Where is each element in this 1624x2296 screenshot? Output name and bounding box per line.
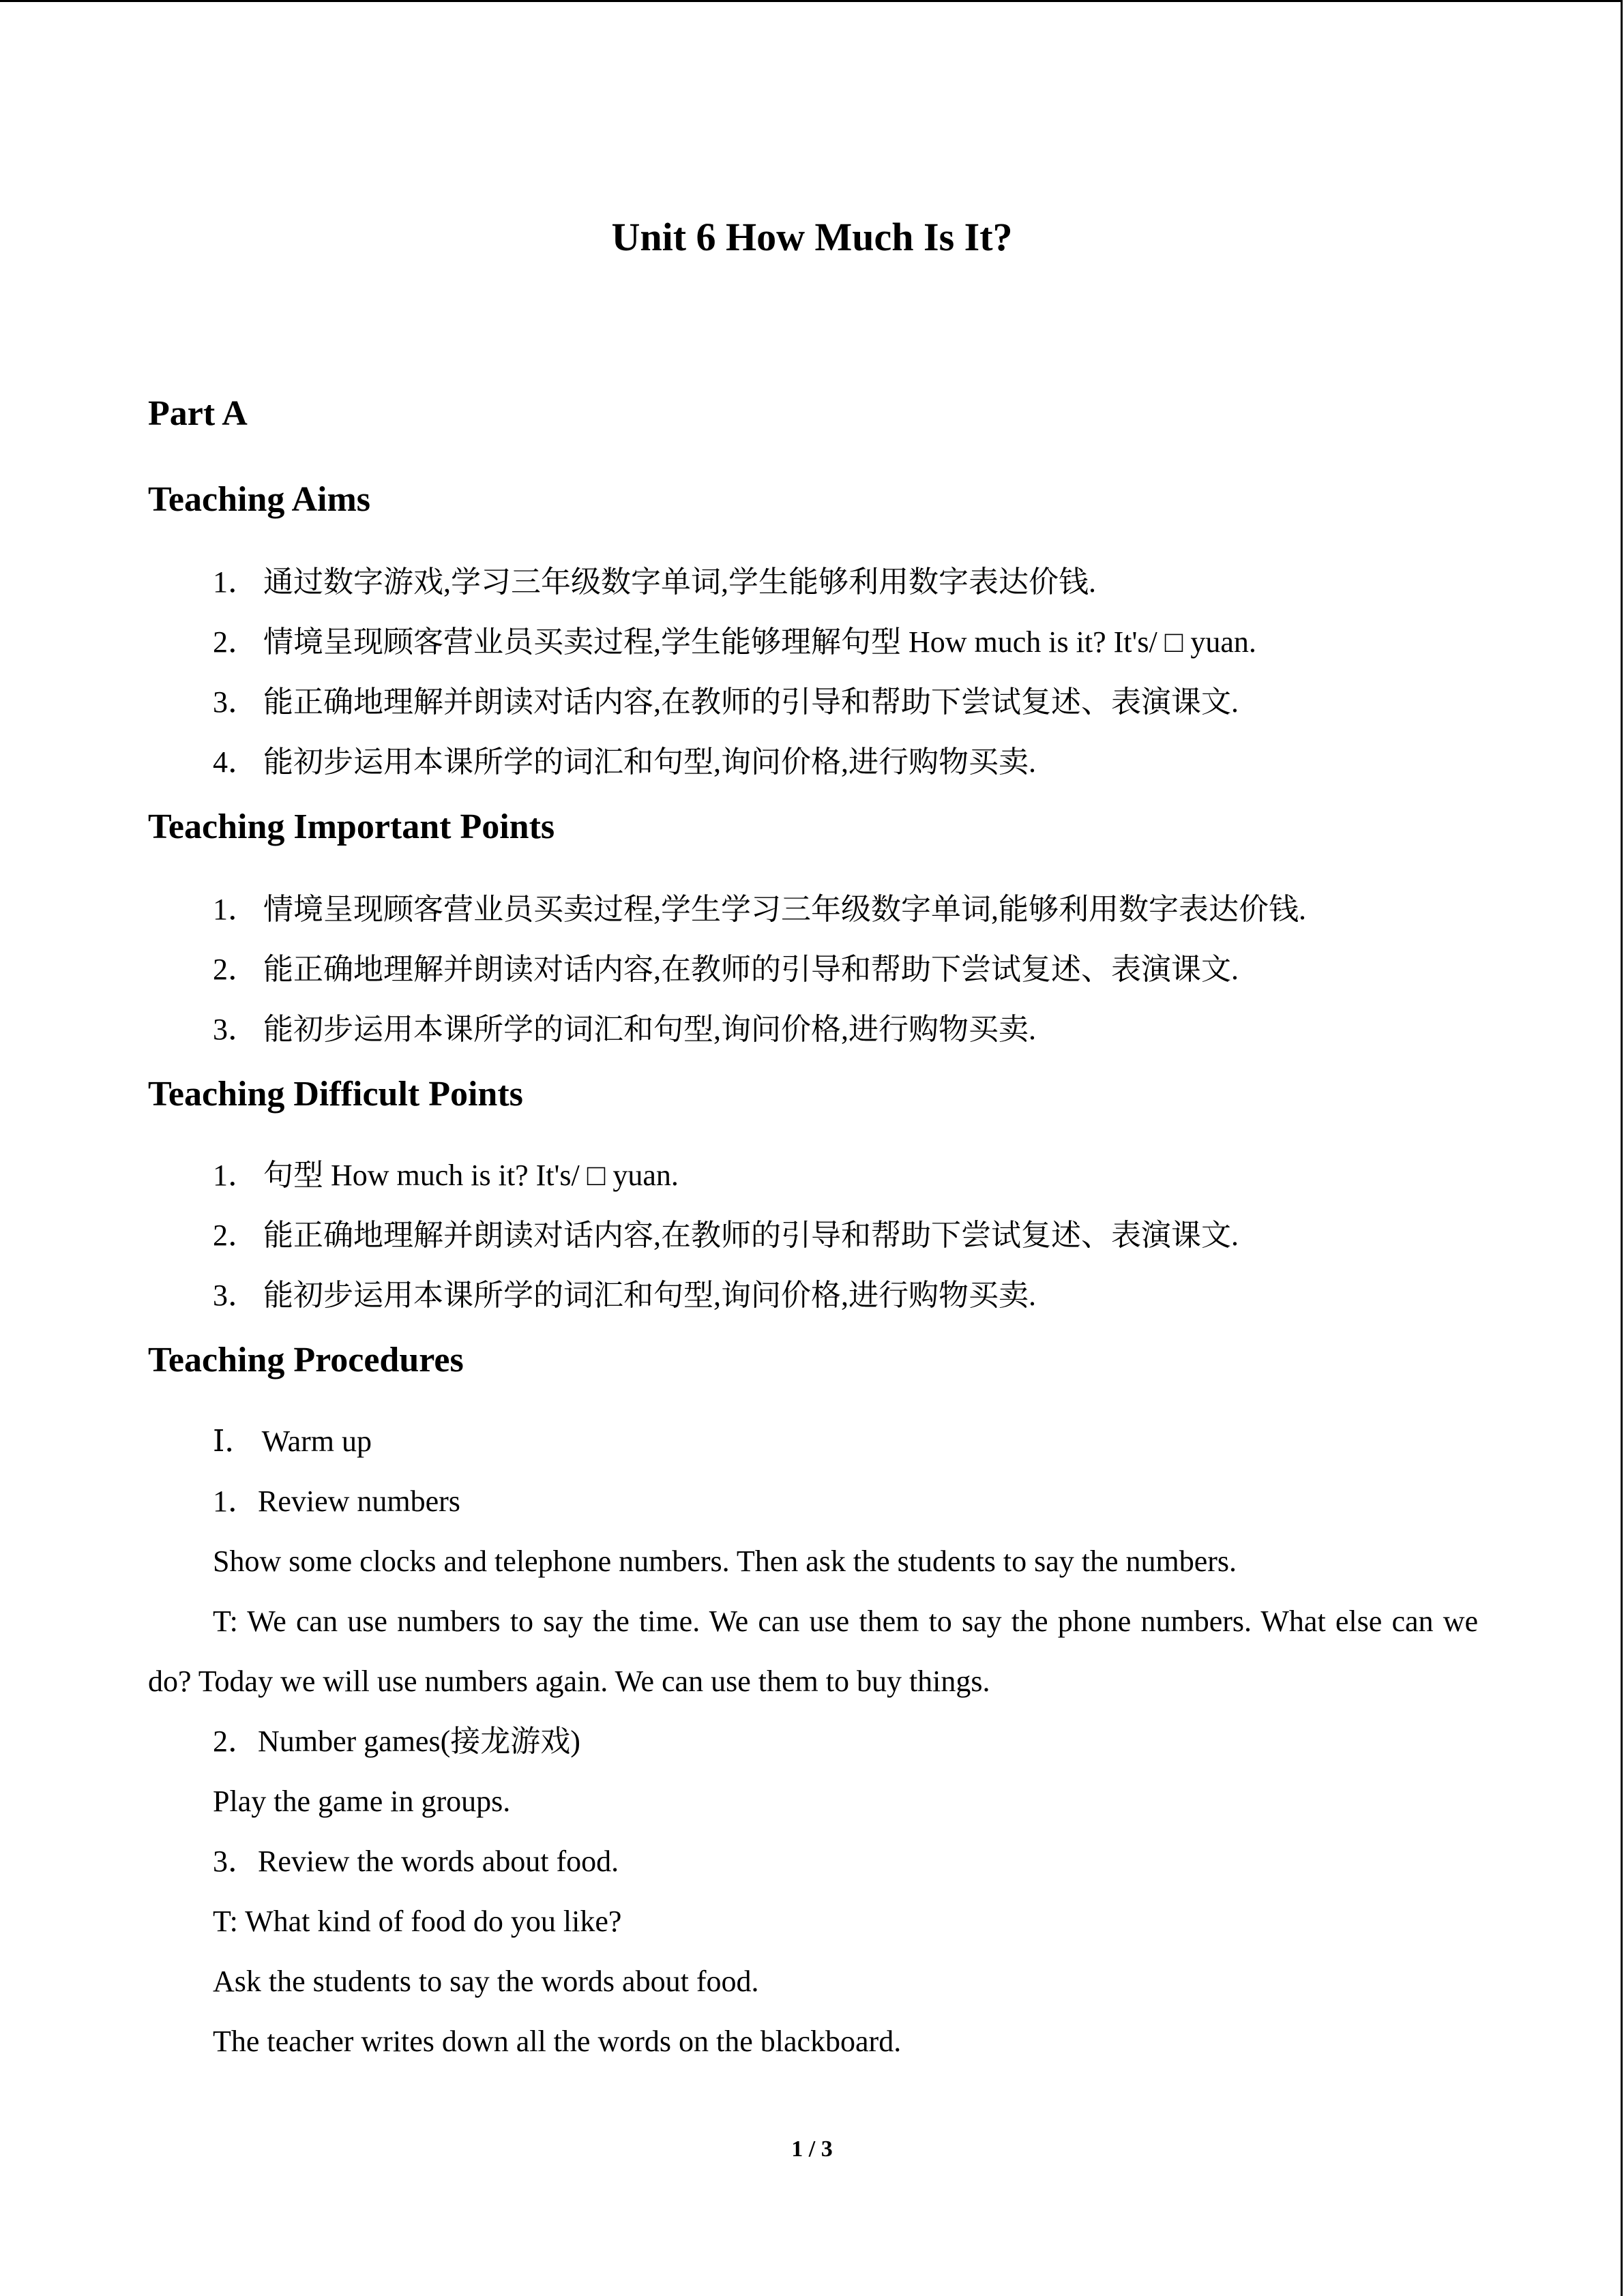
difficult-points-item	[213, 1215, 1239, 1256]
difficult-points-item	[213, 1275, 1036, 1316]
stage-warm-up: Ⅰ． Warm up	[213, 1425, 372, 1458]
important-points-item	[213, 1009, 1036, 1050]
item-text: 句型 How much is it? It's/ □ yuan.	[263, 1159, 679, 1192]
teaching-aims-item	[213, 622, 1256, 663]
item-text: 能正确地理解并朗读对话内容,在教师的引导和帮助下尝试复述、表演课文.	[263, 1219, 1239, 1252]
teaching-aims-item	[213, 562, 1096, 603]
item-text: 能正确地理解并朗读对话内容,在教师的引导和帮助下尝试复述、表演课文.	[263, 685, 1239, 719]
step-number-games: 2．Number games(接龙游戏)	[213, 1725, 580, 1758]
item-text: 能初步运用本课所学的词汇和句型,询问价格,进行购物买卖.	[263, 1279, 1036, 1312]
important-points-item	[213, 949, 1239, 990]
teaching-aims-heading: Teaching Aims	[148, 480, 371, 519]
part-heading: Part A	[148, 394, 248, 433]
item-number: 2．	[213, 1219, 258, 1252]
step-text: Play the game in groups.	[213, 1785, 511, 1818]
item-number: 4．	[213, 745, 258, 779]
page-number: 1 / 3	[791, 2136, 833, 2162]
teacher-dialogue: T: We can use numbers to say the time. We can use them to say the phone numbers. What else can we do? Today we will use numbers again. We can use them to buy things.	[148, 1605, 1478, 1698]
item-number: 1．	[213, 565, 258, 599]
teaching-important-points-heading: Teaching Important Points	[148, 807, 555, 846]
step-text: The teacher writes down all the words on the blackboard.	[213, 2025, 902, 2058]
difficult-points-item	[213, 1155, 679, 1196]
step-review-food-words: 3．Review the words about food.	[213, 1845, 619, 1878]
item-number: 3．	[213, 1013, 258, 1046]
item-number: 2．	[213, 953, 258, 986]
teaching-procedures-heading: Teaching Procedures	[148, 1341, 464, 1380]
item-text: 能初步运用本课所学的词汇和句型,询问价格,进行购物买卖.	[263, 1013, 1036, 1046]
item-text: 情境呈现顾客营业员买卖过程,学生能够理解句型 How much is it? It's/ □ yuan.	[263, 625, 1256, 659]
step-text: Show some clocks and telephone numbers. Then ask the students to say the numbers.	[213, 1545, 1237, 1578]
item-number: 2．	[213, 625, 258, 659]
teacher-dialogue: T: What kind of food do you like?	[213, 1905, 622, 1938]
item-number: 3．	[213, 685, 258, 719]
item-text: 通过数字游戏,学习三年级数字单词,学生能够利用数字表达价钱.	[263, 565, 1096, 599]
important-points-item	[213, 889, 1306, 930]
item-text: 情境呈现顾客营业员买卖过程,学生学习三年级数字单词,能够利用数字表达价钱.	[263, 893, 1306, 926]
item-number: 3．	[213, 1279, 258, 1312]
item-number: 1．	[213, 893, 258, 926]
teaching-aims-item	[213, 742, 1036, 783]
teaching-difficult-points-heading: Teaching Difficult Points	[148, 1075, 523, 1114]
item-text: 能正确地理解并朗读对话内容,在教师的引导和帮助下尝试复述、表演课文.	[263, 953, 1239, 986]
teaching-aims-item	[213, 682, 1239, 723]
item-number: 1．	[213, 1159, 258, 1192]
step-text: Ask the students to say the words about food.	[213, 1965, 759, 1998]
document-title: Unit 6 How Much Is It?	[611, 215, 1013, 259]
step-review-numbers: 1．Review numbers	[213, 1485, 460, 1518]
item-text: 能初步运用本课所学的词汇和句型,询问价格,进行购物买卖.	[263, 745, 1036, 779]
